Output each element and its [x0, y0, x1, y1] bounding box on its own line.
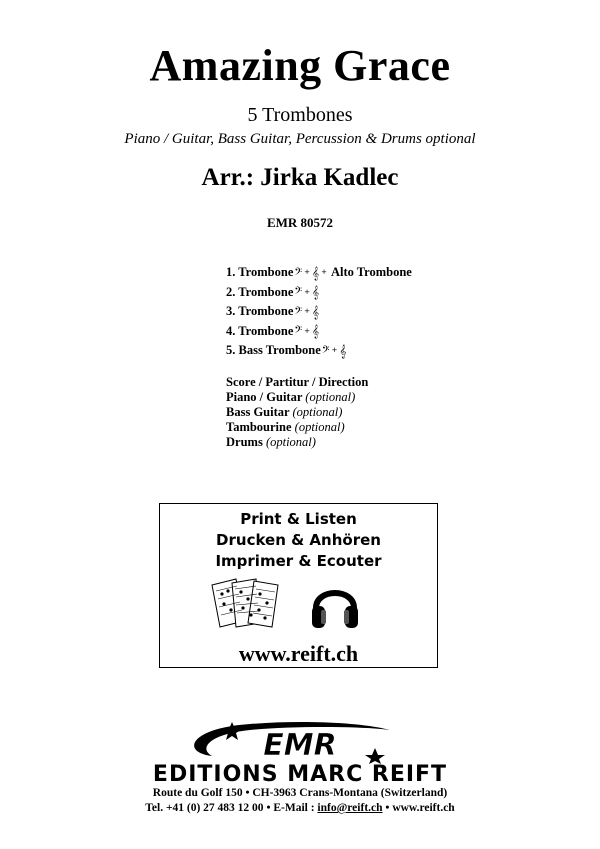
extra-parts-list [226, 375, 368, 450]
piece-title: Amazing Grace [149, 41, 451, 90]
print-listen-fr: Imprimer & Ecouter [215, 552, 382, 570]
extra-part: Tambourine (optional) [226, 420, 345, 434]
website-link[interactable]: www.reift.ch [392, 802, 455, 814]
bass-clef-icon: 𝄢 [294, 265, 303, 280]
part-item [226, 283, 412, 303]
part-item [226, 322, 412, 342]
extra-part: Bass Guitar (optional) [226, 405, 343, 419]
treble-clef-icon: 𝄞 [311, 265, 320, 280]
email-link[interactable]: info@reift.ch [317, 802, 383, 814]
headphones-icon [310, 578, 360, 630]
print-listen-de: Drucken & Anhören [216, 531, 381, 549]
sheet-music-icon [210, 577, 284, 629]
clef-pair: 𝄢 + 𝄞 [294, 285, 320, 300]
clef-pair: 𝄢 + 𝄞 [321, 343, 347, 358]
treble-clef-icon: 𝄞 [311, 285, 320, 300]
logo-text: EMR [263, 728, 337, 763]
clef-pair: 𝄢 + 𝄞 [294, 324, 320, 339]
clef-pair: 𝄢 + 𝄞 [294, 304, 320, 319]
treble-clef-icon: 𝄞 [311, 304, 320, 319]
treble-clef-icon: 𝄞 [311, 324, 320, 339]
bass-clef-icon: 𝄢 [294, 324, 303, 339]
part-item [226, 263, 412, 283]
website-link[interactable]: www.reift.ch [238, 641, 359, 666]
part-label: 5. Bass Trombone [226, 343, 321, 357]
publisher-contact: Tel. +41 (0) 27 483 12 00 • E-Mail : info@reift.ch • www.reift.ch [145, 802, 455, 814]
clef-pair: 𝄢 + 𝄞 + [294, 265, 327, 280]
extra-part: Drums (optional) [226, 435, 316, 449]
part-item [226, 341, 412, 361]
extra-part: Piano / Guitar (optional) [226, 390, 356, 404]
parts-list [226, 263, 412, 361]
print-listen-en: Print & Listen [240, 510, 357, 528]
part-suffix: Alto Trombone [330, 265, 412, 279]
bass-clef-icon: 𝄢 [294, 285, 303, 300]
bass-clef-icon: 𝄢 [321, 343, 330, 358]
part-label: 1. Trombone [226, 265, 294, 279]
catalog-number: EMR 80572 [266, 215, 334, 230]
emr-logo-icon [150, 718, 450, 764]
arranger: Arr.: Jirka Kadlec [201, 164, 399, 191]
part-item [226, 302, 412, 322]
email-label: E-Mail : [273, 802, 315, 814]
treble-clef-icon: 𝄞 [339, 343, 347, 358]
part-label: 2. Trombone [226, 284, 294, 299]
publisher-address: Route du Golf 150 • CH-3963 Crans-Montana (Switzerland) [152, 787, 448, 799]
bass-clef-icon: 𝄢 [294, 304, 303, 319]
print-listen-box [159, 503, 438, 668]
publisher-name: EDITIONS MARC REIFT [152, 762, 448, 787]
part-label: 4. Trombone [226, 323, 294, 338]
part-label: 3. Trombone [226, 304, 294, 318]
extra-part: Score / Partitur / Direction [226, 375, 369, 389]
optional-instruments: Piano / Guitar, Bass Guitar, Percussion & Drums optional [124, 131, 476, 147]
instrumentation: 5 Trombones [247, 104, 353, 126]
phone-number: Tel. +41 (0) 27 483 12 00 [145, 802, 264, 814]
